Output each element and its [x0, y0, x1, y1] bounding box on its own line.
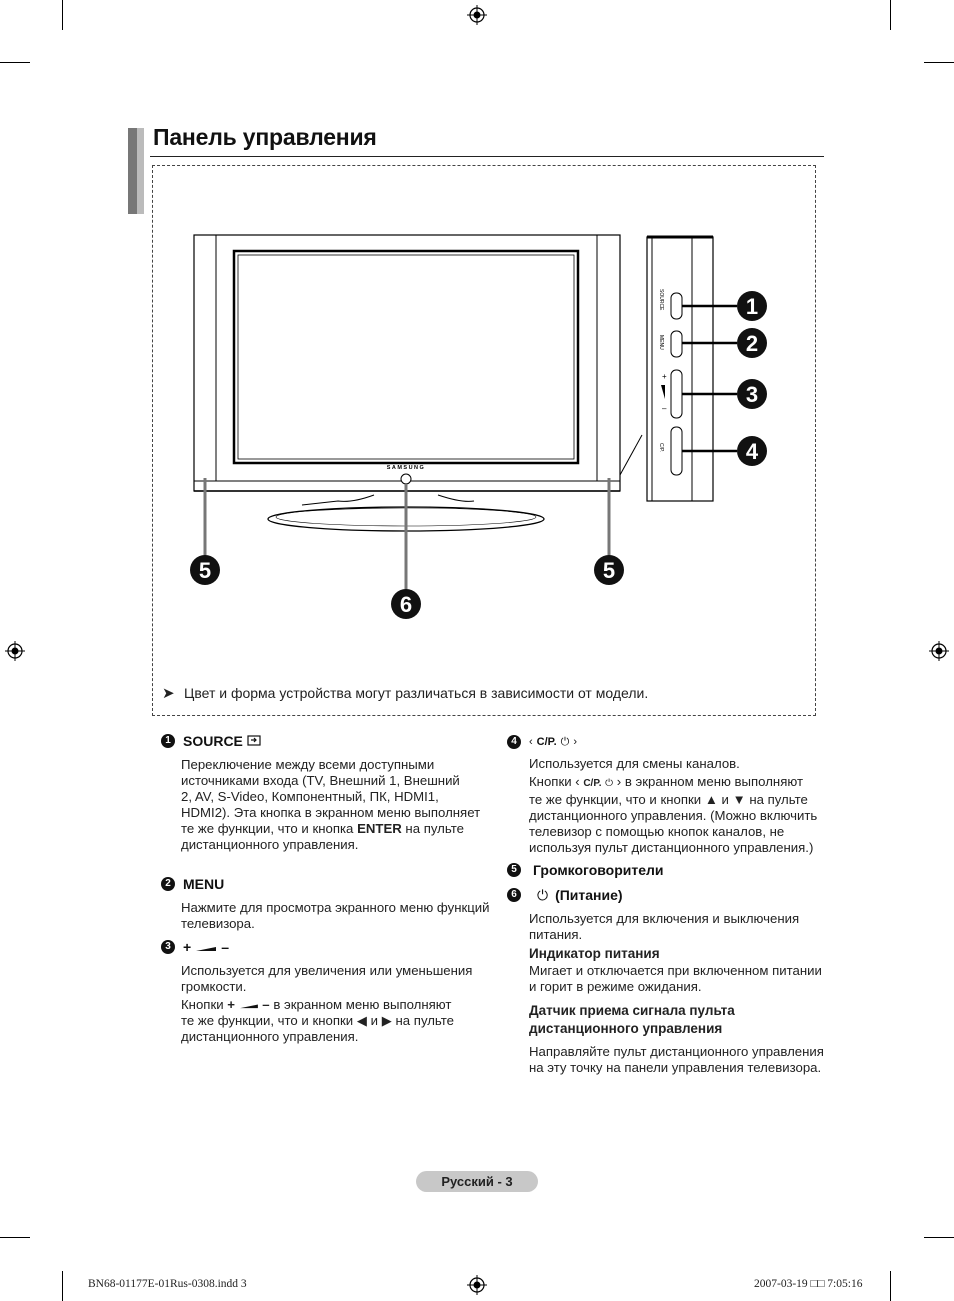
item-text: Используется для увеличения или уменьшения — [181, 963, 473, 978]
callout-5-left: 5 — [198, 558, 212, 583]
registration-mark-icon — [5, 641, 25, 661]
crop-mark — [924, 62, 954, 63]
title-accent-bar — [137, 128, 144, 214]
item-text: Кнопки ‹ C/P. ⏻ › в экранном меню выполняют — [529, 774, 803, 789]
print-date: 2007-03-19 □□ 7:05:16 — [754, 1278, 863, 1290]
side-label-source: SOURCE — [658, 289, 664, 311]
item-source — [161, 733, 501, 853]
item-text: громкости. — [181, 979, 247, 994]
item-text: Мигает и отключается при включенном питании — [529, 963, 822, 978]
crop-mark — [890, 1271, 891, 1301]
power-icon: ⏻ — [560, 736, 570, 748]
item-text: телевизор с помощью кнопок каналов, не — [529, 824, 785, 839]
sub-heading: дистанционного управления — [529, 1021, 723, 1036]
crop-mark — [62, 1271, 63, 1301]
source-input-icon — [247, 735, 261, 747]
item-channel — [507, 734, 837, 856]
item-header: 3 + – — [161, 939, 501, 955]
volume-ramp-icon — [239, 1001, 259, 1009]
brand-logo: SAMSUNG — [386, 465, 426, 471]
item-title: SOURCE — [183, 733, 243, 749]
item-text: те же функции, что и кнопка ENTER на пульте — [181, 821, 464, 836]
callout-5-right: 5 — [602, 558, 616, 583]
crop-mark — [890, 0, 891, 30]
triangle-down-icon: ▼ — [732, 792, 746, 807]
item-menu — [161, 876, 501, 932]
item-number: 4 — [507, 735, 521, 749]
callout-6: 6 — [399, 592, 413, 617]
crop-mark — [62, 0, 63, 30]
power-icon: ⏻ — [605, 778, 614, 789]
callout-4: 4 — [745, 439, 759, 464]
item-header — [161, 733, 501, 749]
callout-3: 3 — [745, 382, 759, 407]
item-power — [507, 887, 837, 1076]
item-number: 3 — [161, 940, 175, 954]
item-title: MENU — [183, 876, 225, 892]
item-text: Используется для включения и выключения — [529, 911, 800, 926]
item-number: 6 — [507, 888, 521, 902]
note-arrow-icon: ➤ — [162, 685, 175, 702]
title-rule — [150, 156, 824, 157]
item-title: Громкоговорители — [533, 862, 664, 878]
item-text: телевизора. — [181, 916, 255, 931]
item-text: на эту точку на панели управления телевизора. — [529, 1060, 822, 1075]
item-text: дистанционного управления. — [181, 837, 359, 852]
item-title: C/P. — [536, 736, 557, 748]
crop-mark — [924, 1237, 954, 1238]
sub-heading: Датчик приема сигнала пульта — [529, 1003, 735, 1018]
item-text: дистанционного управления. (Можно включить — [529, 808, 818, 823]
item-header — [507, 734, 837, 750]
item-text: HDMI2). Эта кнопка в экранном меню выполняет — [181, 805, 481, 820]
crop-mark — [0, 1237, 30, 1238]
volume-ramp-icon — [195, 943, 217, 952]
item-speakers — [507, 862, 837, 878]
item-number: 2 — [161, 877, 175, 891]
item-header — [161, 876, 501, 892]
sub-heading: Индикатор питания — [529, 946, 660, 961]
chevron-right-icon: › — [616, 774, 622, 789]
triangle-right-icon: ▶ — [381, 1013, 392, 1028]
file-name: BN68-01177E-01Rus-0308.indd 3 — [88, 1278, 247, 1290]
item-title: (Питание) — [555, 887, 623, 903]
item-text: 2, AV, S-Video, Компонентный, ПК, HDMI1, — [181, 789, 439, 804]
callout-1: 1 — [745, 294, 759, 319]
item-text: Переключение между всеми доступными — [181, 757, 435, 772]
item-text: Используется для смены каналов. — [529, 756, 740, 771]
registration-mark-icon — [467, 1275, 487, 1295]
side-label-minus: – — [662, 404, 667, 413]
item-text: те же функции, что и кнопки ◀ и ▶ на пульте — [181, 1013, 455, 1028]
side-label-menu: MENU — [658, 335, 664, 350]
item-header — [507, 887, 837, 903]
power-icon: ⏻ — [537, 887, 549, 903]
registration-mark-icon — [929, 641, 949, 661]
item-volume — [161, 939, 501, 1045]
side-label-channel: C/P. — [658, 443, 664, 453]
side-label-plus: + — [662, 372, 667, 381]
page-number-badge: Русский - 3 — [416, 1171, 538, 1192]
note-text: Цвет и форма устройства могут различаться в зависимости от модели. — [184, 685, 649, 701]
chevron-left-icon: ‹ — [529, 736, 533, 748]
item-number: 5 — [507, 863, 521, 877]
triangle-left-icon: ◀ — [356, 1013, 367, 1028]
callout-2: 2 — [745, 331, 759, 356]
item-header — [507, 862, 837, 878]
item-text: Кнопки + – в экранном меню выполняют — [181, 997, 452, 1012]
crop-mark — [0, 62, 30, 63]
item-text: дистанционного управления. — [181, 1029, 359, 1044]
item-text: те же функции, что и кнопки ▲ и ▼ на пульте — [529, 792, 808, 807]
item-text: источниками входа (TV, Внешний 1, Внешний — [181, 773, 460, 788]
chevron-right-icon: › — [573, 736, 578, 748]
item-text: Нажмите для просмотра экранного меню функций — [181, 900, 490, 915]
item-number: 1 — [161, 734, 175, 748]
triangle-up-icon: ▲ — [704, 792, 718, 807]
item-text: используя пульт дистанционного управления.) — [529, 840, 814, 855]
item-text: Направляйте пульт дистанционного управления — [529, 1044, 824, 1059]
page-title: Панель управления — [153, 124, 377, 150]
item-text: и горит в режиме ожидания. — [529, 979, 702, 994]
tv-illustration — [152, 165, 816, 716]
chevron-left-icon: ‹ — [575, 774, 580, 789]
registration-mark-icon — [467, 5, 487, 25]
note — [162, 684, 648, 702]
item-text: питания. — [529, 927, 583, 942]
